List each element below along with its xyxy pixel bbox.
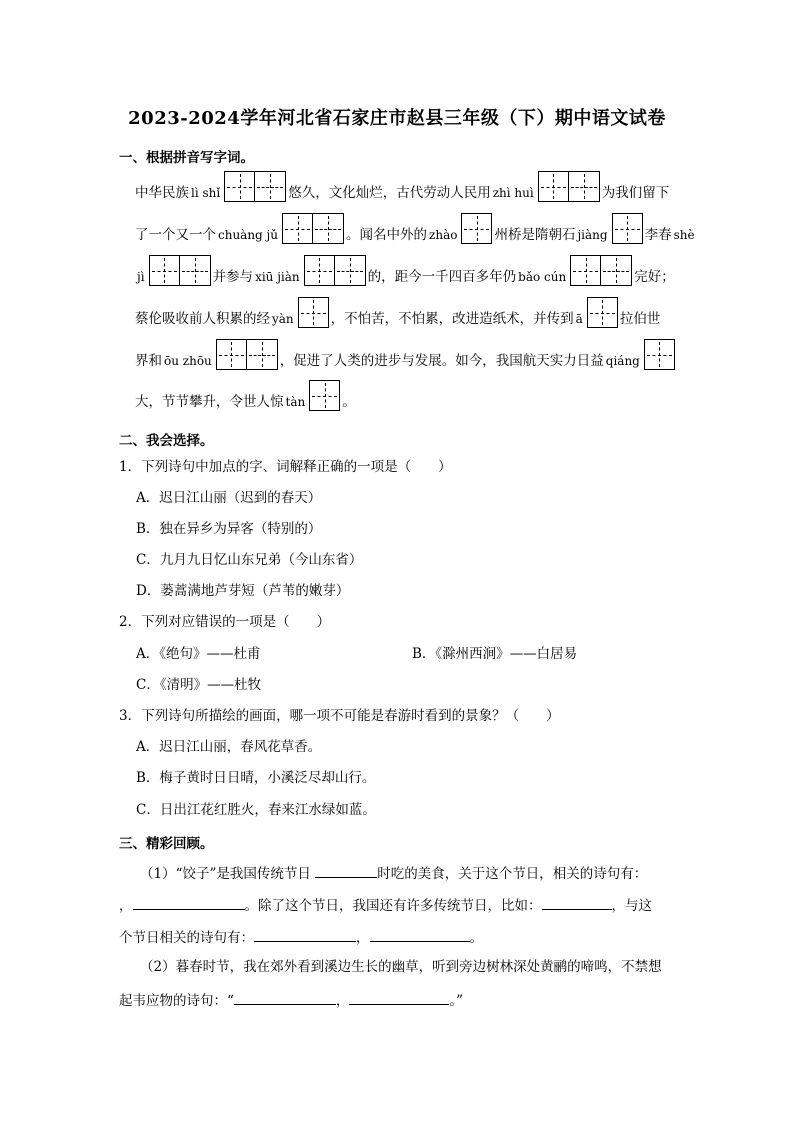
q1-option-a[interactable]: A．迟日江山丽（迟到的春天）	[136, 490, 322, 506]
q1-stem: 1．下列诗句中加点的字、词解释正确的一项是（ ）	[119, 459, 452, 475]
s1-line-5	[135, 339, 677, 370]
section-3-heading: 三、精彩回顾。	[119, 836, 214, 852]
tianzige-box[interactable]	[298, 297, 329, 328]
pinyin: shè	[673, 228, 695, 242]
text: 了一个又一个	[135, 227, 216, 243]
s3-p2-line-2	[119, 990, 463, 1010]
answer-blank[interactable]	[234, 990, 336, 1005]
text: 界和	[135, 353, 162, 369]
tianzige-box[interactable]	[644, 339, 675, 370]
q3-option-b[interactable]: B．梅子黄时日日晴，小溪泛尽却山行。	[136, 770, 376, 786]
tianzige-box[interactable]	[149, 255, 211, 286]
text: 。闻名中外的	[346, 227, 428, 243]
text: 。除了这个节日，我国还有许多传统节日，比如：	[244, 898, 542, 914]
pinyin: xiū jiàn	[255, 270, 300, 284]
answer-blank[interactable]	[133, 895, 245, 910]
text: 蔡伦吸收前人积累的经	[135, 311, 270, 327]
text: 时吃的美食，关于这个节日，相关的诗句有：	[377, 866, 648, 882]
s1-line-1	[135, 171, 669, 202]
section-1-heading: 一、根据拼音写字词。	[119, 150, 254, 166]
tianzige-box[interactable]	[309, 380, 340, 411]
answer-blank[interactable]	[542, 895, 612, 910]
s1-line-2	[135, 213, 697, 244]
text: 大，节节攀升，令世人惊	[135, 394, 284, 410]
tianzige-box[interactable]	[461, 213, 492, 244]
answer-blank[interactable]	[315, 863, 377, 878]
text: 州桥是隋朝石	[494, 227, 576, 243]
pinyin: lì shǐ	[191, 186, 221, 200]
pinyin: tàn	[285, 395, 306, 409]
q1-option-b[interactable]: B．独在异乡为异客（特别的）	[136, 521, 322, 537]
q1-option-c[interactable]: C．九月九日忆山东兄弟（今山东省）	[136, 552, 363, 568]
text: 为我们留下	[601, 185, 670, 201]
text: 李春	[644, 227, 672, 243]
s3-p1-line-3	[119, 927, 483, 947]
pinyin: qiáng	[605, 354, 640, 368]
q3-option-a[interactable]: A．迟日江山丽，春风花草香。	[136, 739, 322, 755]
s3-p1-line-2	[119, 895, 652, 915]
text: ，	[335, 993, 350, 1009]
pinyin: bǎo cún	[518, 270, 567, 284]
tianzige-box[interactable]	[216, 339, 278, 370]
tianzige-box[interactable]	[538, 171, 600, 202]
pinyin: yàn	[272, 312, 294, 326]
text: ，不怕苦，不怕累，改进造纸术，并传到	[330, 311, 574, 327]
answer-blank[interactable]	[349, 990, 449, 1005]
tianzige-box[interactable]	[224, 171, 286, 202]
s1-line-3	[135, 255, 675, 286]
pinyin: jiàng	[577, 228, 608, 242]
text: 。”	[449, 993, 464, 1009]
text: 拉伯世	[619, 311, 661, 327]
text: 起韦应物的诗句：“	[119, 993, 234, 1009]
s3-p1-line-1	[140, 863, 647, 883]
exam-title: 2023-2024学年河北省石家庄市赵县三年级（下）期中语文试卷	[128, 108, 666, 129]
text: 悠久，文化灿烂，古代劳动人民用	[288, 185, 491, 201]
tianzige-box[interactable]	[587, 297, 618, 328]
tianzige-box[interactable]	[612, 213, 643, 244]
text: 中华民族	[135, 185, 189, 201]
q2-option-c[interactable]: C．《清明》——杜牧	[136, 677, 262, 693]
pinyin: ā	[575, 312, 583, 326]
text: ，与这	[611, 898, 652, 914]
pinyin: zhào	[429, 228, 458, 242]
answer-blank[interactable]	[370, 927, 470, 942]
q2-option-a[interactable]: A．《绝句》——杜甫	[136, 646, 261, 662]
text: 个节日相关的诗句有：	[119, 930, 254, 946]
pinyin: jì	[137, 270, 145, 284]
tianzige-box[interactable]	[282, 213, 344, 244]
text: 。	[469, 930, 483, 946]
section-2-heading: 二、我会选择。	[119, 433, 214, 449]
s1-line-4	[135, 297, 660, 328]
s1-line-6	[135, 380, 356, 411]
text: 并参与	[212, 269, 254, 285]
pinyin: chuàng jǔ	[218, 228, 279, 242]
text: （1）“饺子”是我国传统节日	[140, 866, 311, 882]
tianzige-box[interactable]	[304, 255, 366, 286]
text: ，	[356, 930, 370, 946]
pinyin: ōu zhōu	[164, 354, 212, 368]
text: ，	[119, 898, 133, 914]
q1-option-d[interactable]: D．蒌蒿满地芦芽短（芦苇的嫩芽）	[136, 583, 350, 599]
tianzige-box[interactable]	[570, 255, 632, 286]
text: 。	[342, 394, 356, 410]
q2-stem: 2．下列对应错误的一项是（ ）	[119, 614, 331, 630]
q3-stem: 3．下列诗句所描绘的画面，哪一项不可能是春游时看到的景象？（ ）	[119, 708, 560, 724]
text: 的，距今一千四百多年仍	[367, 269, 517, 285]
q2-option-b[interactable]: B．《滁州西涧》——白居易	[412, 646, 578, 662]
q3-option-c[interactable]: C．日出江花红胜火，春来江水绿如蓝。	[136, 802, 376, 818]
answer-blank[interactable]	[254, 927, 356, 942]
text: ，促进了人类的进步与发展。如今，我国航天实力日益	[279, 353, 604, 369]
pinyin: zhì huì	[492, 186, 534, 200]
text: 完好；	[634, 269, 675, 285]
s3-p2-line-1: （2）暮春时节，我在郊外看到溪边生长的幽草，听到旁边树林深处黄鹂的啼鸣，不禁想	[140, 959, 662, 975]
